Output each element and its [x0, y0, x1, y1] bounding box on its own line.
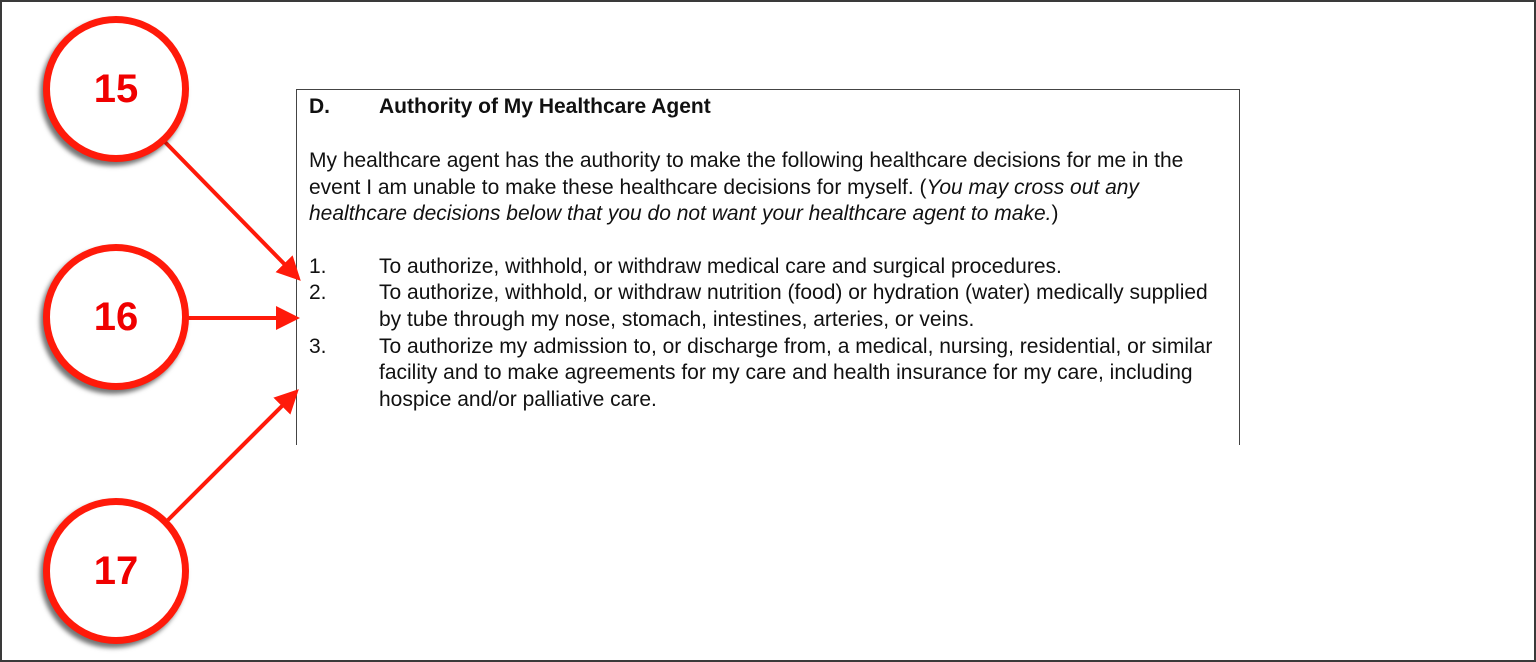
callout-circle-16 — [43, 244, 189, 390]
list-item-text: To authorize, withhold, or withdraw nutrition (food) or hydration (water) medically supplied by tube through my nose, stomach, intestines, arteries, or veins. — [379, 281, 1208, 331]
list-item — [309, 254, 1235, 281]
callout-label: 17 — [93, 548, 139, 593]
list-item — [309, 334, 1235, 414]
callout-label: 16 — [93, 294, 139, 339]
authority-list — [309, 254, 1235, 414]
callout-circle-15 — [43, 16, 189, 162]
list-item-number: 2. — [309, 281, 327, 305]
list-item-text: To authorize my admission to, or discharge from, a medical, nursing, residential, or similar facility and to make agreements for my care and health insurance for my care, including hospice and/or palliative care. — [379, 334, 1213, 411]
callout-label: 15 — [93, 66, 139, 111]
section-heading — [309, 94, 1235, 121]
section-letter: D. — [309, 95, 330, 118]
intro-italic-note: You may cross out any healthcare decisions below that you do not want your healthcare agent to make. — [309, 175, 1139, 226]
list-item-text: To authorize, withhold, or withdraw medical care and surgical procedures. — [379, 254, 1062, 278]
section-title: Authority of My Healthcare Agent — [379, 95, 711, 118]
list-item — [309, 280, 1235, 333]
intro-close-paren: ) — [1051, 202, 1059, 226]
intro-text: My healthcare agent has the authority to make the following healthcare decisions for me in the event I am unable to make these healthcare decisions for myself. ( — [309, 149, 1184, 199]
intro-paragraph — [309, 148, 1235, 228]
list-item-number: 1. — [309, 254, 327, 278]
document-content — [309, 94, 1235, 413]
document-excerpt — [296, 89, 1240, 445]
list-item-number: 3. — [309, 334, 327, 358]
callout-circle-17 — [43, 498, 189, 644]
